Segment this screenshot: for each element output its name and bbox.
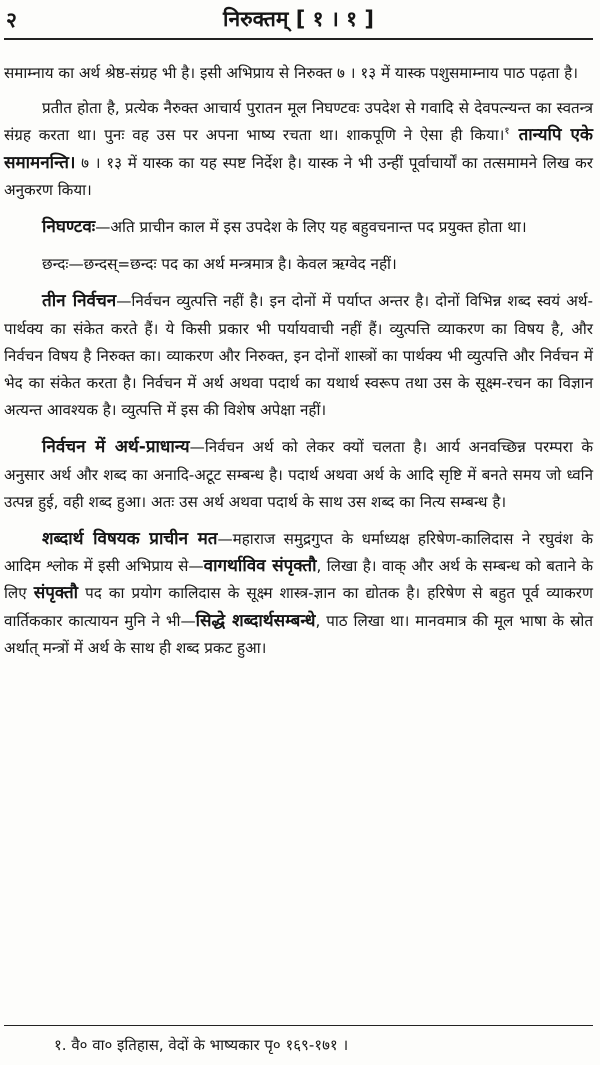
section-heading: तीन निर्वचन xyxy=(42,291,117,312)
section-heading: निघण्टवः xyxy=(42,217,96,238)
section-text: —निर्वचन व्युत्पत्ति नहीं है। इन दोनों में पर्याप्त अन्तर है। दोनों विभिन्न शब्द स्वयं अर्थ-पार्थक्य का संकेत करते हैं। ये किसी प्रकार भी पर्यायवाची नहीं हैं। व्युत्पत्ति व्याकरण का विषय है, और निर्वचन विषय है निरुक्त का। व्याकरण और निरुक्त, इन दोनों शास्त्रों का पार्थक्य भी व्युत्पत्ति और निर्वचन में भेद का संकेत करता है। निर्वचन में अर्थ अथवा पदार्थ का यथार्थ स्वरूप तथा उस के सूक्ष्म-रचन का विज्ञान अत्यन्त आवश्यक है। व्युत्पत्ति में इस की विशेष अपेक्षा नहीं। xyxy=(4,292,593,420)
footnote: १. वै० वा० इतिहास, वेदों के भाष्यकार पृ० १६९-१७१ । xyxy=(54,1036,349,1054)
section-nighantavah xyxy=(4,214,593,241)
section-text: —छन्दस्=छन्दः पद का अर्थ मन्त्रमात्र है। केवल ऋग्वेद नहीं। xyxy=(68,255,397,274)
section-chhandah xyxy=(4,251,593,278)
section-text: , पाठ लिखा था। मानवमात्र की मूल भाषा के स्रोत अर्थात् मन्त्रों में अर्थ के साथ ही शब्द प्रकट हुआ। xyxy=(4,611,593,657)
page-body xyxy=(4,40,593,662)
quotation: वागर्थाविव संपृक्तौ xyxy=(203,556,317,577)
quotation: तान्यपि एके समामनन्ति। xyxy=(4,125,593,173)
section-text: —निर्वचन अर्थ को लेकर क्यों चलता है। आर्य अनवच्छिन्न परम्परा के अनुसार अर्थ और शब्द का अनादि-अटूट सम्बन्ध है। पदार्थ अथवा अर्थ के आदि सृष्टि में बनते समय जो ध्वनि उत्पन्न हुई, वही शब्द हुआ। अतः उस अर्थ अथवा पदार्थ के साथ उस शब्द का नित्य सम्बन्ध है। xyxy=(4,438,593,511)
section-text: —महाराज समुद्रगुप्त के धर्माध्यक्ष हरिषेण-कालिदास ने रघुवंश के आदिम श्लोक में इसी अभिप्राय से— xyxy=(4,530,593,576)
quotation: सिद्धे शब्दार्थसम्बन्धे xyxy=(195,610,316,631)
section-text: पद का प्रयोग कालिदास के सूक्ष्म शास्त्र-ज्ञान का द्योतक है। हरिषेण से बहुत पूर्व व्याकरण वार्तिककार कात्यायन मुनि ने भी— xyxy=(4,584,593,630)
section-artha-pradhanya xyxy=(4,434,593,516)
footnote-marker: १ xyxy=(504,126,510,138)
section-text: —अति प्राचीन काल में इस उपदेश के लिए यह बहुवचनान्त पद प्रयुक्त होता था। xyxy=(95,218,527,237)
quotation: संपृक्तौ xyxy=(33,583,79,604)
section-heading: छन्दः xyxy=(42,255,69,274)
paragraph-1: समाम्नाय का अर्थ श्रेष्ठ-संग्रह भी है। इसी अभिप्राय से निरुक्त ७ । १३ में यास्क पशुसमाम्नाय पाठ पढ़ता है। xyxy=(4,64,578,82)
paragraph-2-rest: ७ । १३ में यास्क का यह स्पष्ट निर्देश है। यास्क ने भी उन्हीं पूर्वाचार्यों का तत्समामने लिख कर अनुकरण किया। xyxy=(4,153,593,199)
section-heading: शब्दार्थ विषयक प्राचीन मत xyxy=(42,529,218,550)
section-shabdartha-mat xyxy=(4,526,593,662)
page-header xyxy=(4,4,593,40)
section-teen-nirvachan xyxy=(4,288,593,424)
footnote-divider xyxy=(4,1025,593,1026)
page-number: २ xyxy=(6,8,17,32)
section-heading: निर्वचन में अर्थ-प्राधान्य xyxy=(42,437,190,458)
section-text: , लिखा है। वाक् और अर्थ के सम्बन्ध को बताने के लिए xyxy=(4,557,593,603)
running-title: निरुक्तम् [ १ । १ ] xyxy=(223,7,374,31)
paragraph-2-text: प्रतीत होता है, प्रत्येक नैरुक्त आचार्य पुरातन मूल निघण्टवः उपदेश से गवादि से देवपत्न्यन्त का स्वतन्त्र संग्रह करता था। पुनः वह उस पर अपना भाष्य रचता था। शाकपूणि ने ऐसा ही किया। xyxy=(4,99,593,145)
paragraph-2 xyxy=(4,95,593,204)
